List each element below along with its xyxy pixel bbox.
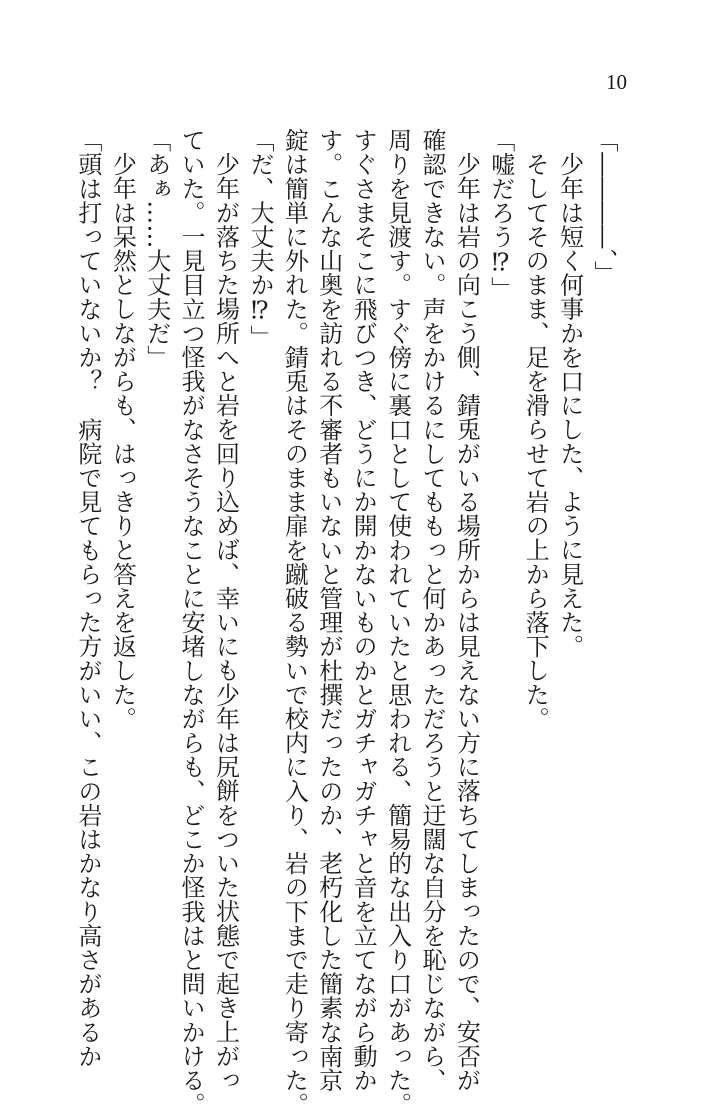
text-line-2: 少年は短く何事かを口にした、ように見えた。 — [555, 152, 584, 659]
text-line-13: ていた。一見目立つ怪我がなさそうなことに安堵しながらも、どこか怪我はと問いかける。 — [177, 128, 206, 1116]
text-line-9: す。こんな山奥を訪れる不審者もいないと管理が杜撰だったのか、老朽化した簡素な南京 — [314, 128, 343, 1092]
text-line-dialogue-14: 「あぁ……大丈夫だ」 — [142, 128, 171, 369]
text-line-3: そしてそのまま、足を滑らせて岩の上から落下した。 — [521, 152, 550, 731]
text-line-5: 少年は岩の向こう側、錆兎がいる場所からは見えない方に落ちてしまったので、安否が — [452, 152, 481, 1092]
text-line-10: 錠は簡単に外れた。錆兎はそのまま扉を蹴破る勢いで校内に入り、岩の下まで走り寄った。 — [280, 128, 309, 1116]
text-line-12: 少年が落ちた場所へと岩を回り込めば、幸いにも少年は尻餅をついた状態で起き上がっ — [211, 152, 240, 1092]
text-line-6: 確認できない。声をかけるにしてももっと何かあっただろうと迂闊な自分を恥じながら、 — [417, 128, 446, 1092]
body-text — [71, 128, 622, 1116]
text-line-dialogue-4: 「嘘だろう⁉︎」 — [486, 128, 515, 301]
text-line-7: 周りを見渡す。すぐ傍に裏口として使われていたと思われる、簡易的な出入り口があった。 — [383, 128, 412, 1116]
text-line-dialogue-1: 「――――、」 — [590, 128, 618, 285]
text-line-dialogue-16: 「頭は打っていないか？ 病院で見てもらった方がいい、この岩はかなり高さがあるか — [73, 128, 102, 1068]
text-line-8: すぐさまそこに飛びつき、どうにか開かないものかとガチャガチャと音を立てながら動か — [349, 128, 378, 1092]
page-number: 10 — [606, 70, 627, 94]
text-line-15: 少年は呆然としながらも、はっきりと答えを返した。 — [108, 152, 137, 731]
text-line-dialogue-11: 「だ、大丈夫か⁉︎」 — [245, 128, 274, 349]
